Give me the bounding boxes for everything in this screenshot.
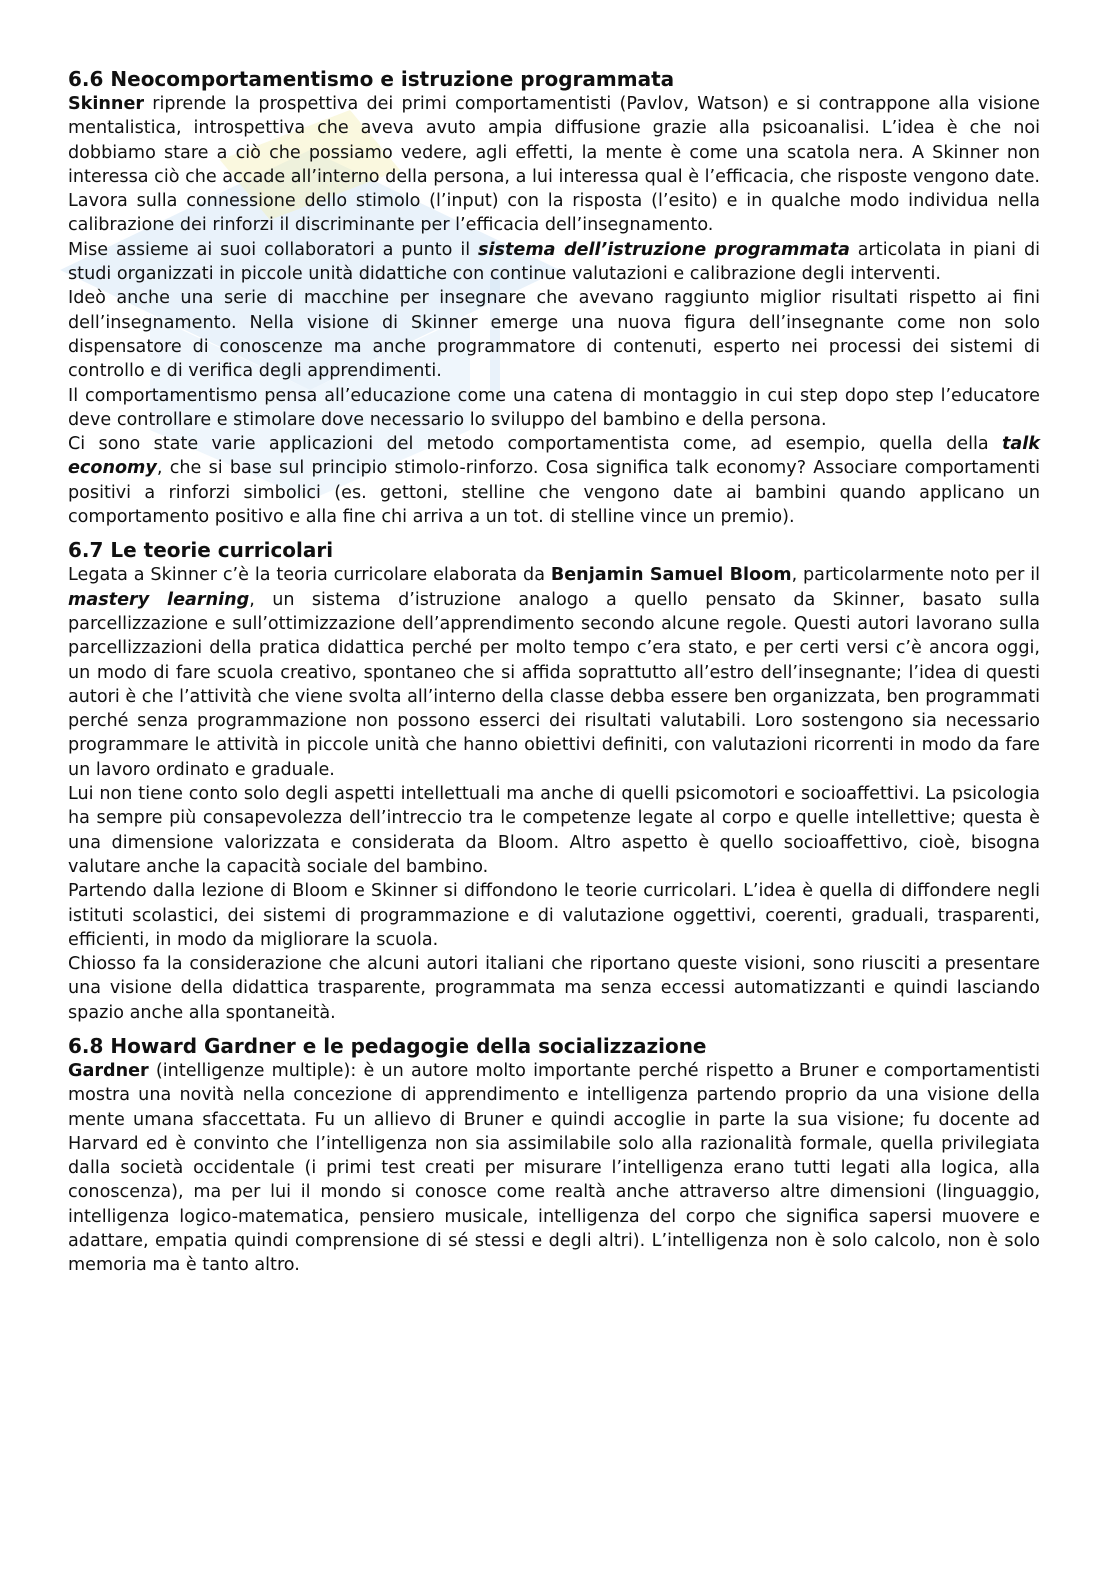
paragraph: Skinner riprende la prospettiva dei primi comportamentisti (Pavlov, Watson) e si contrappone alla visione mentalistica, introspettiva che aveva avuto ampia diffusione grazie alla psicoanalisi. L’idea è che noi dobbiamo stare a ciò che possiamo vedere, agli effetti, la mente è come una scatola nera. A Skinner non interessa ciò che accade all’interno della persona, a lui interessa qual è l’efficacia, che risposte vengono date. Lavora sulla connessione dello stimolo (l’input) con la risposta (l’esito) e in qualche modo individua nella calibrazione dei rinforzi il discriminante per l’efficacia dell’insegnamento. — [68, 94, 1040, 236]
document-body — [68, 66, 1040, 1278]
paragraph: Mise assieme ai suoi collaboratori a punto il sistema dell’istruzione programmata articolata in piani di studi organizzati in piccole unità didattiche con continue valutazioni e calibrazione degli interventi. — [68, 239, 1040, 285]
paragraph: Gardner (intelligenze multiple): è un autore molto importante perché rispetto a Bruner e comportamentisti mostra una novità nella concezione di apprendimento e intelligenza partendo proprio da una visione della mente umana sfaccettata. Fu un allievo di Bruner e quindi accoglie in parte la sua visione; fu docente ad Harvard ed è convinto che l’intelligenza non sia assimilabile solo alla razionalità formale, quella privilegiata dalla società occidentale (i primi test creati per misurare l’intelligenza erano tutti legati alla logica, alla conoscenza), ma per lui il mondo si conosce come realtà anche attraverso altre dimensioni (linguaggio, intelligenza logico-matematica, pensiero musicale, intelligenza del corpo che significa sapersi muovere e adattare, empatia quindi comprensione di sé stessi e degli altri). L’intelligenza non è solo calcolo, non è solo memoria ma è tanto altro. — [68, 1060, 1040, 1276]
paragraph: Il comportamentismo pensa all’educazione come una catena di montaggio in cui step dopo step l’educatore deve controllare e stimolare dove necessario lo sviluppo del bambino e della persona. — [68, 385, 1040, 430]
emphasis: mastery learning — [68, 589, 250, 610]
paragraph: Ci sono state varie applicazioni del metodo comportamentista come, ad esempio, quella della talk economy, che si base sul principio stimolo-rinforzo. Cosa significa talk economy? Associare comportamenti positivi a rinforzi simbolici (es. gettoni, stelline che vengono date ai bambini quando applicano un comportamento positivo e alla fine chi arriva a un tot. di stelline vince un premio). — [68, 434, 1040, 528]
section-6-6 — [68, 66, 1040, 529]
section-6-8 — [68, 1033, 1040, 1278]
section-heading: 6.6 Neocomportamentismo e istruzione programmata — [68, 67, 675, 91]
bold-name: Skinner — [68, 94, 145, 114]
emphasis: talk economy — [68, 434, 1040, 479]
paragraph: Partendo dalla lezione di Bloom e Skinner si diffondono le teorie curricolari. L’idea è quella di diffondere negli istituti scolastici, dei sistemi di programmazione e di valutazione oggettivi, coerenti, graduali, trasparenti, efficienti, in modo da migliorare la scuola. — [68, 881, 1040, 950]
paragraph: Lui non tiene conto solo degli aspetti intellettuali ma anche di quelli psicomotori e socioaffettivi. La psicologia ha sempre più consapevolezza dell’intreccio tra le competenze legate al corpo e quelle intellettive; questa è una dimensione valorizzata e considerata da Bloom. Altro aspetto è quello socioaffettivo, cioè, bisogna valutare anche la capacità sociale del bambino. — [68, 784, 1040, 877]
section-heading: 6.7 Le teorie curricolari — [68, 538, 334, 563]
section-heading: 6.8 Howard Gardner e le pedagogie della socializzazione — [68, 1033, 707, 1058]
paragraph: Chiosso fa la considerazione che alcuni autori italiani che riportano queste visioni, sono riusciti a presentare una visione della didattica trasparente, programmata ma senza eccessi automatizzanti e quindi lasciando spazio anche alla spontaneità. — [68, 954, 1040, 1023]
section-6-7 — [68, 537, 1040, 1025]
paragraph: Ideò anche una serie di macchine per insegnare che avevano raggiunto miglior risultati rispetto ai fini dell’insegnamento. Nella visione di Skinner emerge una nuova figura dell’insegnante come non solo dispensatore di conoscenze ma anche programmatore di contenuti, esperto nei processi dei sistemi di controllo e di verifica degli apprendimenti. — [68, 288, 1040, 382]
bold-name: Benjamin Samuel Bloom — [550, 565, 792, 586]
emphasis: sistema dell’istruzione programmata — [478, 239, 850, 260]
bold-name: Gardner — [68, 1060, 149, 1081]
paragraph: Legata a Skinner c’è la teoria curricolare elaborata da Benjamin Samuel Bloom, particolarmente noto per il mastery learning, un sistema d’istruzione analogo a quello pensato da Skinner, basato sulla parcellizzazione e sull’ottimizzazione dell’apprendimento secondo alcune regole. Questi autori lavorano sulla parcellizzazioni della pratica didattica perché per molto tempo c’era stato, e per certi versi c’è ancora oggi, un modo di fare scuola creativo, spontaneo che si affida soprattutto all’estro dell’insegnante; l’idea di questi autori è che l’attività che viene svolta all’interno della classe debba essere ben organizzata, ben programmati perché senza programmazione non possono esserci dei risultati valutabili. Loro sostengono sia necessario programmare le attività in piccole unità che hanno obiettivi definiti, con valutazioni ricorrenti in modo da fare un lavoro ordinato e graduale. — [68, 565, 1040, 780]
